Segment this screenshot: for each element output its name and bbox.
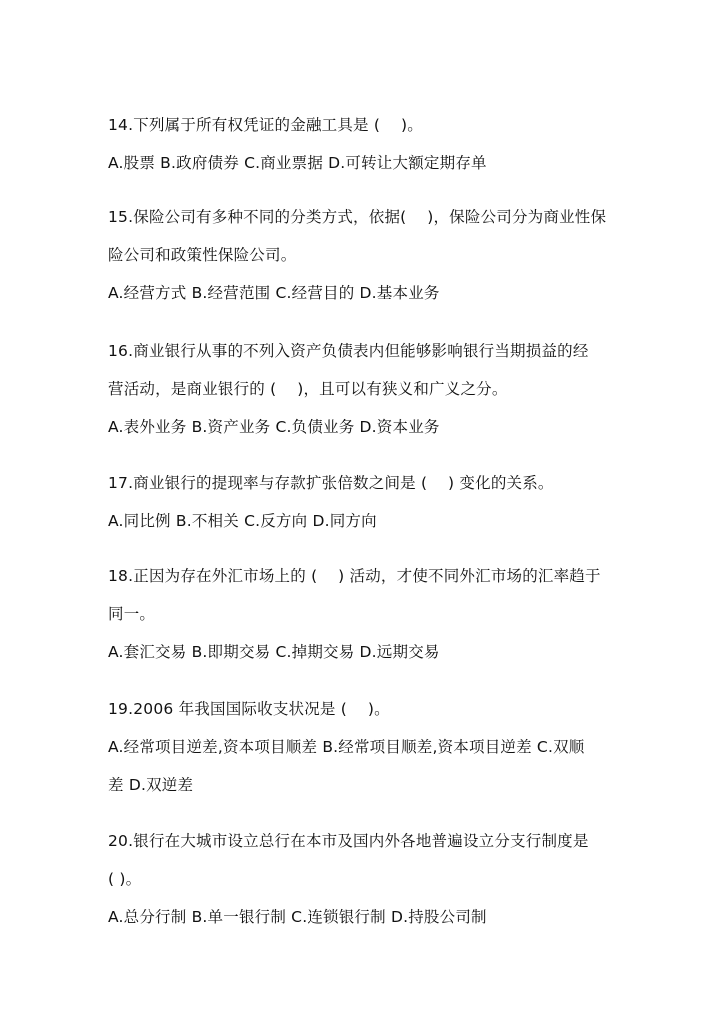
question-options-line: A.股票 B.政府债券 C.商业票据 D.可转让大额定期存单 <box>108 154 487 172</box>
question-stem-line: 18.正因为存在外汇市场上的 ( ) 活动，才使不同外汇市场的汇率趋于 <box>108 567 601 585</box>
question-17 <box>108 471 616 533</box>
question-stem-line: 19.2006 年我国国际收支状况是 ( )。 <box>108 700 390 718</box>
question-options-line: 差 D.双逆差 <box>108 776 194 794</box>
question-19 <box>108 697 616 797</box>
question-15 <box>108 205 616 305</box>
question-16 <box>108 339 616 439</box>
question-stem-line: 同一。 <box>108 605 156 623</box>
question-14 <box>108 113 616 175</box>
question-stem-line: 14.下列属于所有权凭证的金融工具是 ( )。 <box>108 116 423 134</box>
question-stem-line: 营活动，是商业银行的 ( )，且可以有狭义和广义之分。 <box>108 380 508 398</box>
question-options-line: A.总分行制 B.单一银行制 C.连锁银行制 D.持股公司制 <box>108 908 487 926</box>
question-options-line: A.经常项目逆差,资本项目顺差 B.经常项目顺差,资本项目逆差 C.双顺 <box>108 738 585 756</box>
question-20 <box>108 829 616 929</box>
question-stem-line: 险公司和政策性保险公司。 <box>108 246 297 264</box>
question-options-line: A.同比例 B.不相关 C.反方向 D.同方向 <box>108 512 377 530</box>
question-options-line: A.经营方式 B.经营范围 C.经营目的 D.基本业务 <box>108 284 440 302</box>
question-stem-line: 17.商业银行的提现率与存款扩张倍数之间是 ( ) 变化的关系。 <box>108 474 554 492</box>
question-options-line: A.套汇交易 B.即期交易 C.掉期交易 D.远期交易 <box>108 643 440 661</box>
question-18 <box>108 564 616 664</box>
question-stem-line: 20.银行在大城市设立总行在本市及国内外各地普遍设立分支行制度是 <box>108 832 589 850</box>
question-stem-line: ( )。 <box>108 870 142 888</box>
question-stem-line: 15.保险公司有多种不同的分类方式，依据( )，保险公司分为商业性保 <box>108 208 607 226</box>
question-stem-line: 16.商业银行从事的不列入资产负债表内但能够影响银行当期损益的经 <box>108 342 589 360</box>
question-options-line: A.表外业务 B.资产业务 C.负债业务 D.资本业务 <box>108 418 440 436</box>
